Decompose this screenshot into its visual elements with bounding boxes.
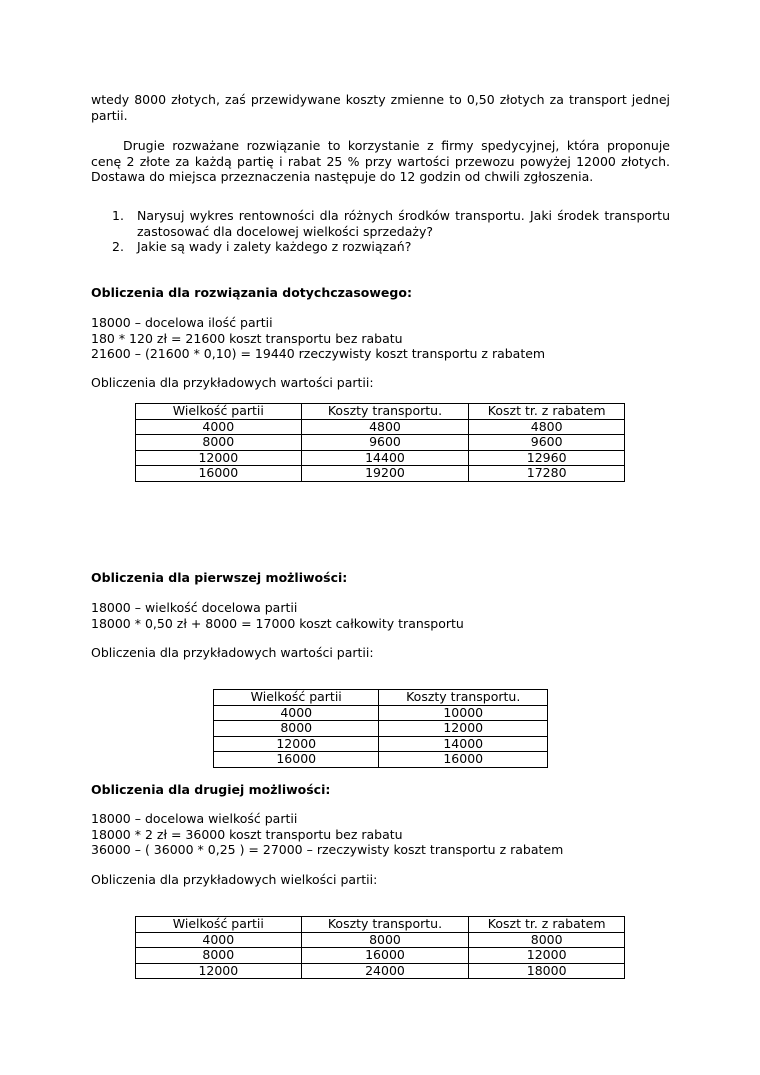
table-cell: 4000 <box>136 419 302 435</box>
section3-table-caption: Obliczenia dla przykładowych wielkości partii: <box>91 872 378 887</box>
table-cell: 12960 <box>469 450 625 466</box>
table-cell: 16000 <box>214 752 379 768</box>
table-cell: 16000 <box>379 752 548 768</box>
table-cell: 12000 <box>469 948 625 964</box>
table-row <box>136 466 625 482</box>
table-cell: 8000 <box>301 932 469 948</box>
table-header-cell: Koszty transportu. <box>301 917 469 933</box>
calc-line: 180 * 120 zł = 21600 koszt transportu bez rabatu <box>91 330 403 346</box>
table-row <box>214 736 548 752</box>
questions-list <box>91 208 670 255</box>
question-text: Narysuj wykres rentowności dla różnych środków transportu. Jaki środek transportu zastosować dla docelowej wielkości sprzedaży? <box>137 208 670 239</box>
question-item <box>91 239 670 255</box>
table-cell: 10000 <box>379 705 548 721</box>
table-header-cell: Koszty transportu. <box>379 690 548 706</box>
table-cell: 12000 <box>136 450 302 466</box>
table-header-cell: Wielkość partii <box>136 917 302 933</box>
table-row <box>136 963 625 979</box>
table-header-cell: Koszt tr. z rabatem <box>469 404 625 420</box>
section1-table <box>135 403 625 482</box>
table-row <box>136 450 625 466</box>
table-cell: 9600 <box>469 435 625 451</box>
table-cell: 4000 <box>136 932 302 948</box>
table-cell: 19200 <box>301 466 469 482</box>
table-cell: 16000 <box>301 948 469 964</box>
intro-paragraph-1: wtedy 8000 złotych, zaś przewidywane koszty zmienne to 0,50 złotych za transport jednej partii. <box>91 92 670 123</box>
calc-line: 18000 – docelowa wielkość partii <box>91 811 298 826</box>
section2-heading: Obliczenia dla pierwszej możliwości: <box>91 570 348 585</box>
section1-heading: Obliczenia dla rozwiązania dotychczasowego: <box>91 285 412 300</box>
table-cell: 4000 <box>214 705 379 721</box>
table-row <box>214 752 548 768</box>
table-cell: 8000 <box>136 435 302 451</box>
question-item <box>91 208 670 239</box>
table-cell: 12000 <box>136 963 302 979</box>
question-text: Jakie są wady i zalety każdego z rozwiązań? <box>137 239 412 254</box>
section2-table-caption: Obliczenia dla przykładowych wartości partii: <box>91 645 374 660</box>
table-row <box>136 435 625 451</box>
section3-heading: Obliczenia dla drugiej możliwości: <box>91 782 331 797</box>
table-row <box>214 705 548 721</box>
table-header-row <box>214 690 548 706</box>
table-cell: 8000 <box>469 932 625 948</box>
table-header-cell: Koszt tr. z rabatem <box>469 917 625 933</box>
table-cell: 4800 <box>301 419 469 435</box>
table-cell: 14000 <box>379 736 548 752</box>
section3-table <box>135 916 625 979</box>
calc-line: 21600 – (21600 * 0,10) = 19440 rzeczywisty koszt transportu z rabatem <box>91 346 546 361</box>
table-cell: 8000 <box>214 721 379 737</box>
question-number: 2. <box>112 239 124 254</box>
section2-table <box>213 689 548 768</box>
calc-line: 18000 – docelowa ilość partii <box>91 315 273 330</box>
table-row <box>214 721 548 737</box>
intro-paragraph-2: Drugie rozważane rozwiązanie to korzystanie z firmy spedycyjnej, która proponuje cenę 2 złote za każdą partię i rabat 25 % przy wartości przewozu powyżej 12000 złotych. Dostawa do miejsca przeznaczenia następuje do 12 godzin od chwili zgłoszenia. <box>91 138 670 184</box>
table-header-cell: Koszty transportu. <box>301 404 469 420</box>
section3-calculations <box>91 811 670 858</box>
calc-line: 36000 – ( 36000 * 0,25 ) = 27000 – rzeczywisty koszt transportu z rabatem <box>91 842 564 857</box>
table-row <box>136 419 625 435</box>
table-cell: 18000 <box>469 963 625 979</box>
calc-line: 18000 * 2 zł = 36000 koszt transportu bez rabatu <box>91 826 403 842</box>
table-cell: 17280 <box>469 466 625 482</box>
table-cell: 12000 <box>214 736 379 752</box>
table-header-row <box>136 917 625 933</box>
table-cell: 4800 <box>469 419 625 435</box>
section1-calculations <box>91 315 670 362</box>
calc-line: 18000 * 0,50 zł + 8000 = 17000 koszt całkowity transportu <box>91 615 464 631</box>
table-cell: 9600 <box>301 435 469 451</box>
table-header-cell: Wielkość partii <box>136 404 302 420</box>
section2-calculations <box>91 600 670 631</box>
section1-table-caption: Obliczenia dla przykładowych wartości partii: <box>91 375 374 390</box>
table-cell: 8000 <box>136 948 302 964</box>
table-row <box>136 948 625 964</box>
table-cell: 24000 <box>301 963 469 979</box>
question-number: 1. <box>112 208 124 223</box>
table-cell: 12000 <box>379 721 548 737</box>
calc-line: 18000 – wielkość docelowa partii <box>91 600 298 615</box>
table-cell: 16000 <box>136 466 302 482</box>
table-row <box>136 932 625 948</box>
table-header-row <box>136 404 625 420</box>
table-header-cell: Wielkość partii <box>214 690 379 706</box>
table-cell: 14400 <box>301 450 469 466</box>
